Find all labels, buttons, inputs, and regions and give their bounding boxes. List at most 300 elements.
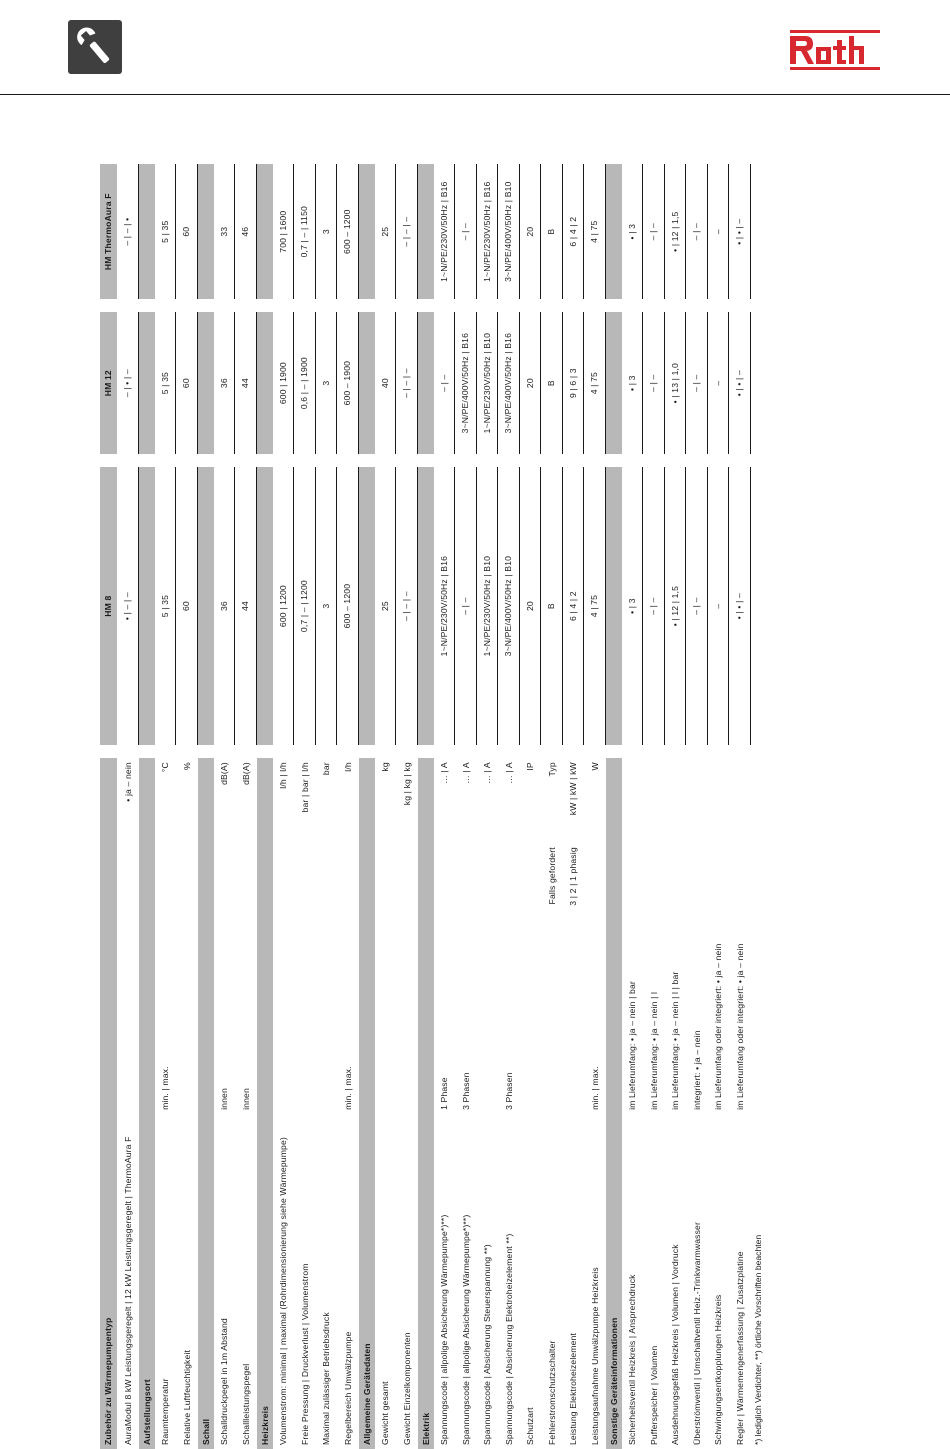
column-gap — [520, 745, 542, 758]
table-row — [622, 164, 644, 1449]
value-cell: 0,7 | – | 1150 — [294, 164, 316, 299]
column-gap — [198, 454, 214, 467]
value-cell: – | – | – — [396, 164, 418, 299]
column-gap — [176, 745, 198, 758]
section-header-row — [100, 164, 117, 1449]
row-unit: l/h — [342, 762, 353, 772]
value-cell: 20 — [520, 312, 542, 454]
value-cell: B — [541, 312, 563, 454]
column-gap — [563, 745, 585, 758]
row-condition — [520, 843, 542, 1114]
row-unit: … | A — [460, 762, 471, 784]
column-gap — [729, 745, 751, 758]
value-cell: – | – — [686, 164, 708, 299]
row-condition: im Lieferumfang: • ja – nein | bar — [627, 981, 637, 1110]
column-gap — [155, 454, 177, 467]
value-cell: 20 — [520, 467, 542, 745]
value-cell: 1~N/PE/230V/50Hz | B16 — [477, 164, 499, 299]
value-cell: 600 – 1200 — [337, 164, 359, 299]
column-gap — [606, 299, 622, 312]
table-row — [294, 164, 316, 1449]
row-condition: Falls gefordert — [546, 847, 557, 905]
value-cell: • | – | – — [117, 467, 139, 745]
column-gap — [418, 454, 434, 467]
value-cell: 0,7 | – | 1200 — [294, 467, 316, 745]
row-unit: kg | kg | kg — [401, 762, 412, 806]
column-gap — [155, 745, 177, 758]
row-unit: … | A — [439, 762, 449, 784]
row-condition: im Lieferumfang: • ja – nein | l | bar — [670, 971, 680, 1110]
column-gap — [100, 745, 117, 758]
row-label: Schalldruckpegel in 1m Abstand — [219, 1318, 229, 1445]
row-label: Gewicht gesamt — [380, 1381, 390, 1445]
value-cell: 600 – 1200 — [337, 467, 359, 745]
row-label: Relative Luftfeuchtigkeit — [181, 1350, 192, 1445]
value-cell: 9 | 6 | 3 — [563, 312, 585, 454]
row-condition: 3 Phasen — [503, 1072, 514, 1110]
table-row — [337, 164, 359, 1449]
table-row — [455, 164, 477, 1449]
column-gap — [396, 745, 418, 758]
column-gap — [498, 745, 520, 758]
column-gap — [643, 454, 665, 467]
row-condition: innen — [219, 1088, 229, 1110]
column-gap — [708, 299, 730, 312]
column-gap — [176, 299, 198, 312]
section-bar-cell — [418, 164, 434, 299]
table-row — [477, 164, 499, 1449]
value-cell: 1~N/PE/230V/50Hz | B10 — [477, 467, 499, 745]
column-gap — [622, 454, 644, 467]
table-row — [498, 164, 520, 1449]
column-gap — [498, 299, 520, 312]
value-cell: 36 — [214, 312, 236, 454]
footnote: *) lediglich Verdichter, **) örtliche Vorschriften beachten — [752, 1234, 763, 1445]
row-label: Pufferspeicher | Volumen — [648, 1345, 659, 1445]
column-gap — [273, 745, 295, 758]
value-cell: 0,6 | – | 1900 — [294, 312, 316, 454]
value-cell: 1~N/PE/230V/50Hz | B16 — [434, 164, 456, 299]
column-gap — [455, 299, 477, 312]
section-header-row — [606, 164, 622, 1449]
value-cell: 3~N/PE/400V/50Hz | B10 — [498, 467, 520, 745]
column-gap — [375, 454, 397, 467]
row-label: Ausdehnungsgefäß Heizkreis | Volumen | Vordruck — [670, 1244, 680, 1445]
column-gap — [139, 745, 155, 758]
section-bar-cell — [139, 312, 155, 454]
column-gap — [396, 299, 418, 312]
column-gap — [418, 299, 434, 312]
column-gap — [520, 299, 542, 312]
wrench-icon — [68, 20, 122, 74]
value-cell: 3 — [316, 312, 338, 454]
row-unit: dB(A) — [240, 762, 251, 785]
section-title: Zubehör zu Wärmepumpentyp — [100, 758, 117, 1449]
column-gap — [316, 299, 338, 312]
column-gap — [665, 299, 687, 312]
row-unit: % — [181, 762, 192, 770]
row-label: Spannungscode | Absicherung Elektroheizelement **) — [503, 1233, 514, 1445]
column-gap — [708, 745, 730, 758]
column-gap — [375, 299, 397, 312]
column-gap — [541, 299, 563, 312]
section-bar-cell — [139, 164, 155, 299]
section-header-row — [418, 164, 434, 1449]
row-unit: bar | bar | l/h — [299, 762, 310, 813]
value-cell: – | – — [686, 467, 708, 745]
value-cell: – — [708, 467, 730, 745]
row-condition — [316, 843, 338, 1114]
table-row — [665, 164, 687, 1449]
column-gap — [708, 454, 730, 467]
value-cell: 60 — [176, 164, 198, 299]
column-gap — [541, 745, 563, 758]
section-header-row — [257, 164, 273, 1449]
row-condition — [477, 843, 499, 1114]
table-row — [273, 164, 295, 1449]
column-gap — [396, 454, 418, 467]
value-cell: • | • | – — [729, 164, 751, 299]
section-title: Heizkreis — [257, 758, 273, 1449]
column-gap — [139, 299, 155, 312]
row-condition: integriert: • ja – nein — [691, 1030, 702, 1110]
table-row — [708, 164, 730, 1449]
table-row — [686, 164, 708, 1449]
row-condition — [375, 843, 397, 1114]
column-gap — [686, 299, 708, 312]
row-unit: • ja – nein — [122, 762, 133, 802]
row-unit — [665, 758, 687, 843]
column-gap — [316, 454, 338, 467]
row-condition: im Lieferumfang oder integriert: • ja – nein — [734, 943, 745, 1110]
row-unit: dB(A) — [219, 762, 229, 785]
value-cell: 20 — [520, 164, 542, 299]
row-label: Freie Pressung | Druckverlust | Volumenstrom — [299, 1263, 310, 1445]
row-unit: l/h | l/h — [278, 762, 288, 789]
column-gap — [214, 299, 236, 312]
value-cell: 44 — [235, 312, 257, 454]
section-title: Elektrik — [418, 758, 434, 1449]
row-label: Schallleistungspegel — [240, 1363, 251, 1445]
row-unit: kW | kW | kW — [568, 762, 578, 816]
value-cell: 3 — [316, 467, 338, 745]
row-condition: 3 | 2 | 1 phasig — [568, 847, 578, 906]
column-gap — [477, 299, 499, 312]
row-condition: innen — [240, 1088, 251, 1110]
table-row — [235, 164, 257, 1449]
header-rule — [0, 94, 950, 95]
table-row — [643, 164, 665, 1449]
column-gap — [606, 745, 622, 758]
row-label: Sicherheitsventil Heizkreis | Ansprechdruck — [627, 1274, 637, 1445]
value-cell: – | – | • — [117, 164, 139, 299]
value-cell: • | 13 | 1,0 — [665, 312, 687, 454]
row-condition — [396, 843, 418, 1114]
value-cell: 1~N/PE/230V/50Hz | B16 — [434, 467, 456, 745]
technical-data-table — [100, 164, 763, 1449]
table-row — [117, 164, 139, 1449]
value-cell: 5 | 35 — [155, 312, 177, 454]
row-unit: kg — [380, 762, 390, 772]
row-unit — [686, 758, 708, 843]
column-gap — [434, 454, 456, 467]
model-header: HM 8 — [100, 467, 117, 745]
column-gap — [235, 745, 257, 758]
row-label: Schwingungsentkopplungen Heizkreis — [713, 1294, 723, 1445]
column-gap — [643, 299, 665, 312]
table-row — [316, 164, 338, 1449]
column-gap — [337, 745, 359, 758]
column-gap — [520, 454, 542, 467]
section-title: Allgemeine Gerätedaten — [359, 758, 375, 1449]
column-gap — [686, 454, 708, 467]
value-cell: 44 — [235, 467, 257, 745]
value-cell: 36 — [214, 467, 236, 745]
column-gap — [214, 745, 236, 758]
value-cell: • | • | – — [729, 312, 751, 454]
table-row — [584, 164, 606, 1449]
value-cell: 60 — [176, 312, 198, 454]
value-cell: 25 — [375, 467, 397, 745]
row-condition: min. | max. — [342, 1066, 353, 1110]
row-unit: … | A — [503, 762, 514, 784]
value-cell: – | • | – — [117, 312, 139, 454]
table-row — [375, 164, 397, 1449]
value-cell: 3~N/PE/400V/50Hz | B16 — [455, 312, 477, 454]
row-label: Raumtemperatur — [160, 1378, 170, 1445]
value-cell: – | – — [643, 164, 665, 299]
section-bar-cell — [359, 164, 375, 299]
row-label: Fehlerstromschutzschalter — [546, 1340, 557, 1445]
section-bar-cell — [606, 164, 622, 299]
column-gap — [273, 299, 295, 312]
section-bar-cell — [257, 164, 273, 299]
row-unit: bar — [321, 762, 331, 776]
column-gap — [665, 454, 687, 467]
value-cell: 60 — [176, 467, 198, 745]
column-gap — [686, 745, 708, 758]
column-gap — [563, 299, 585, 312]
value-cell: • | 3 — [622, 312, 644, 454]
column-gap — [455, 454, 477, 467]
row-unit: IP — [525, 762, 535, 771]
value-cell: – | – — [686, 312, 708, 454]
table-row — [563, 164, 585, 1449]
column-gap — [294, 299, 316, 312]
value-cell: 5 | 35 — [155, 467, 177, 745]
row-condition — [176, 843, 198, 1114]
section-title: Schall — [198, 758, 214, 1449]
column-gap — [273, 454, 295, 467]
section-bar-cell — [257, 467, 273, 745]
value-cell: 40 — [375, 312, 397, 454]
row-unit — [622, 758, 644, 843]
section-bar-cell — [418, 312, 434, 454]
value-cell: – | – — [455, 467, 477, 745]
column-gap — [541, 454, 563, 467]
value-cell: – | – — [455, 164, 477, 299]
value-cell: – | – | – — [396, 312, 418, 454]
column-gap — [584, 299, 606, 312]
column-gap — [257, 745, 273, 758]
column-gap — [643, 745, 665, 758]
value-cell: – | – | – — [396, 467, 418, 745]
value-cell: – — [708, 312, 730, 454]
column-gap — [584, 454, 606, 467]
section-bar-cell — [359, 312, 375, 454]
row-condition: 3 Phasen — [460, 1072, 471, 1110]
column-gap — [100, 454, 117, 467]
column-gap — [359, 454, 375, 467]
value-cell: 46 — [235, 164, 257, 299]
column-gap — [235, 299, 257, 312]
table-row — [176, 164, 198, 1449]
column-gap — [235, 454, 257, 467]
column-gap — [257, 299, 273, 312]
value-cell: 1~N/PE/230V/50Hz | B10 — [477, 312, 499, 454]
section-bar-cell — [198, 312, 214, 454]
column-gap — [729, 299, 751, 312]
value-cell: 4 | 75 — [584, 467, 606, 745]
row-label: Spannungscode | Absicherung Steuerspannung **) — [482, 1244, 492, 1445]
value-cell: 600 | 1200 — [273, 467, 295, 745]
row-unit: W — [589, 762, 600, 771]
section-bar-cell — [606, 312, 622, 454]
column-gap — [176, 454, 198, 467]
column-gap — [214, 454, 236, 467]
row-label: Schutzart — [525, 1407, 535, 1445]
section-bar-cell — [606, 467, 622, 745]
column-gap — [117, 299, 139, 312]
table-row — [520, 164, 542, 1449]
value-cell: – | – — [643, 467, 665, 745]
row-condition — [294, 843, 316, 1114]
column-gap — [100, 299, 117, 312]
column-gap — [477, 454, 499, 467]
column-gap — [418, 745, 434, 758]
value-cell: 600 – 1900 — [337, 312, 359, 454]
column-gap — [622, 745, 644, 758]
column-gap — [434, 299, 456, 312]
value-cell: 25 — [375, 164, 397, 299]
column-gap — [434, 745, 456, 758]
row-condition: im Lieferumfang oder integriert: • ja – nein — [713, 943, 723, 1110]
row-condition — [273, 843, 295, 1114]
row-condition: 1 Phase — [439, 1077, 449, 1110]
column-gap — [337, 299, 359, 312]
column-gap — [294, 454, 316, 467]
section-bar-cell — [257, 312, 273, 454]
value-cell: 6 | 4 | 2 — [563, 467, 585, 745]
value-cell: B — [541, 467, 563, 745]
table-row — [729, 164, 751, 1449]
section-bar-cell — [139, 467, 155, 745]
tool-badge — [68, 20, 122, 74]
section-bar-cell — [418, 467, 434, 745]
value-cell: 3 — [316, 164, 338, 299]
column-gap — [375, 745, 397, 758]
row-unit: °C — [160, 762, 170, 773]
value-cell: 600 | 1900 — [273, 312, 295, 454]
value-cell: 4 | 75 — [584, 312, 606, 454]
column-gap — [257, 454, 273, 467]
column-gap — [498, 454, 520, 467]
column-gap — [622, 299, 644, 312]
column-gap — [198, 299, 214, 312]
column-gap — [359, 299, 375, 312]
value-cell: – | – — [643, 312, 665, 454]
column-gap — [563, 454, 585, 467]
row-label: Volumenstrom: minimal | maximal (Rohrdimensionierung siehe Wärmepumpe) — [278, 1137, 288, 1445]
row-condition — [117, 843, 139, 1114]
row-unit: … | A — [482, 762, 492, 784]
column-gap — [665, 745, 687, 758]
section-title: Aufstellungsort — [139, 758, 155, 1449]
column-gap — [606, 454, 622, 467]
column-gap — [729, 454, 751, 467]
section-bar-cell — [198, 164, 214, 299]
value-cell: B — [541, 164, 563, 299]
column-gap — [359, 745, 375, 758]
row-label: Gewicht Einzelkomponenten — [401, 1332, 412, 1445]
row-label: Regler | Wärmemengenerfassung | Zusatzplatine — [734, 1251, 745, 1445]
value-cell: • | 3 — [622, 467, 644, 745]
value-cell: 5 | 35 — [155, 164, 177, 299]
table-row — [434, 164, 456, 1449]
column-gap — [584, 745, 606, 758]
section-bar-cell — [359, 467, 375, 745]
row-condition: min. | max. — [589, 1066, 600, 1110]
column-gap — [198, 745, 214, 758]
row-label: Spannungscode | allpolige Absicherung Wärmepumpe*)**) — [460, 1214, 471, 1445]
column-gap — [294, 745, 316, 758]
value-cell: 3~N/PE/400V/50Hz | B10 — [498, 164, 520, 299]
column-gap — [337, 454, 359, 467]
column-gap — [455, 745, 477, 758]
table-row — [155, 164, 177, 1449]
column-gap — [155, 299, 177, 312]
row-label: Leistung Elektroheizelement — [568, 1332, 578, 1445]
row-label: AuraModul 8 kW Leistungsgeregelt | 12 kW Leistungsgeregelt | ThermoAura F — [122, 1136, 133, 1445]
row-unit — [643, 758, 665, 843]
row-label: Maximal zulässiger Betriebsdruck — [321, 1312, 331, 1445]
row-unit — [708, 758, 730, 843]
section-header-row — [359, 164, 375, 1449]
row-condition: im Lieferumfang: • ja – nein | l — [648, 991, 659, 1110]
column-gap — [316, 745, 338, 758]
value-cell: • | 12 | 1,5 — [665, 164, 687, 299]
value-cell: • | 3 — [622, 164, 644, 299]
model-header: HM 12 — [100, 312, 117, 454]
table-row — [541, 164, 563, 1449]
value-cell: • | • | – — [729, 467, 751, 745]
value-cell: – | – — [434, 312, 456, 454]
column-gap — [117, 454, 139, 467]
table-row — [396, 164, 418, 1449]
value-cell: 3~N/PE/400V/50Hz | B16 — [498, 312, 520, 454]
value-cell: – — [708, 164, 730, 299]
value-cell: 33 — [214, 164, 236, 299]
value-cell: 4 | 75 — [584, 164, 606, 299]
row-label: Regelbereich Umwälzpumpe — [342, 1331, 353, 1445]
section-title: Sonstige Geräteinformationen — [606, 758, 622, 1449]
column-gap — [477, 745, 499, 758]
row-label: Leistungsaufnahme Umwälzpumpe Heizkreis — [589, 1267, 600, 1445]
model-header: HM ThermoAura F — [100, 164, 117, 299]
row-unit: Typ — [546, 762, 557, 777]
row-label: Spannungscode | allpolige Absicherung Wärmepumpe*)**) — [439, 1214, 449, 1445]
row-condition: min. | max. — [160, 1066, 170, 1110]
